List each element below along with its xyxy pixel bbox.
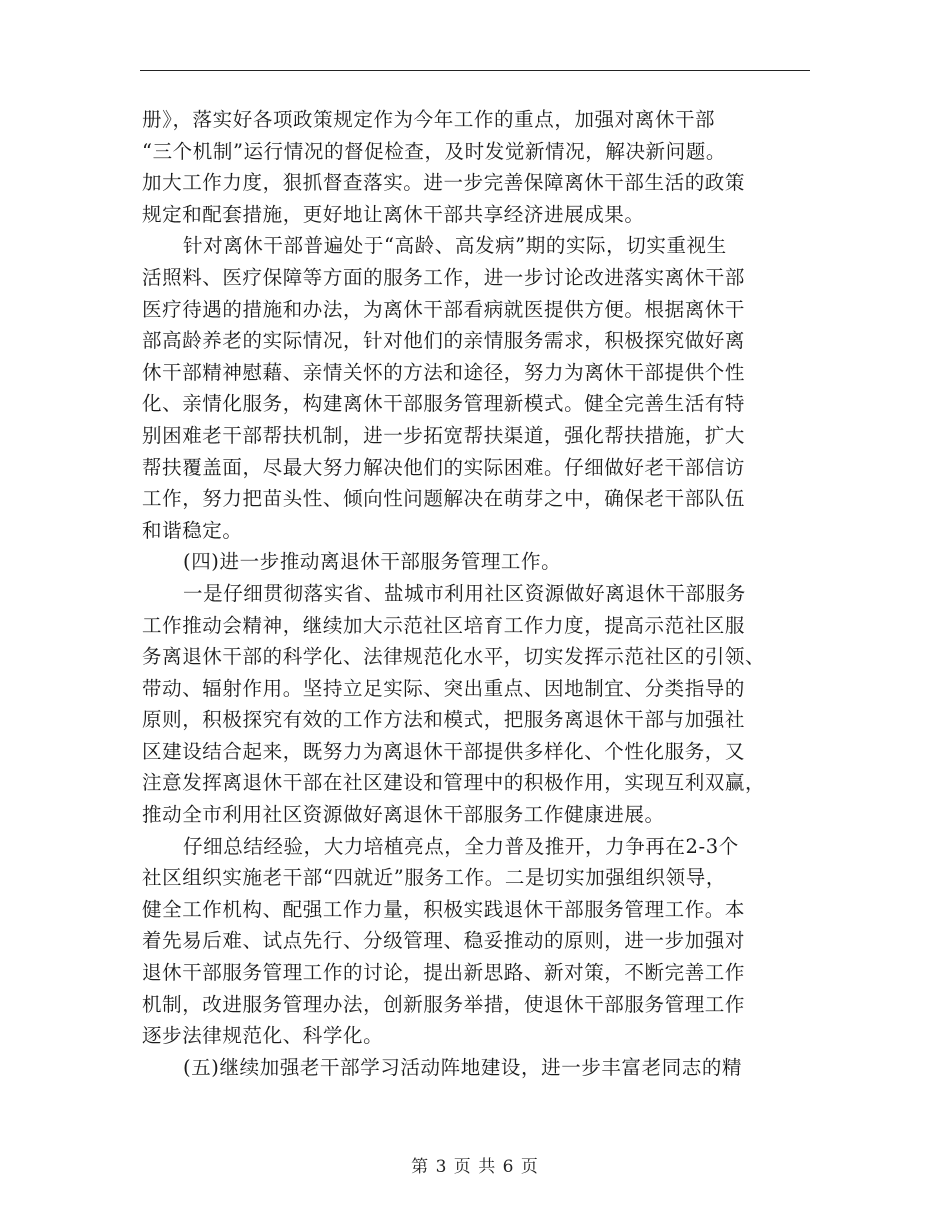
line-text: 针对离休干部普遍处于“高龄、高发病”期的实际，切实重视生	[183, 234, 727, 258]
paragraph	[142, 104, 810, 230]
line-text: 规定和配套措施，更好地让离休干部共享经济进展成果。	[142, 202, 645, 226]
paragraph	[142, 578, 810, 831]
text-line	[142, 104, 810, 136]
line-text: 区建设结合起来，既努力为离退休干部提供多样化、个性化服务，又	[142, 739, 746, 763]
paragraph	[142, 230, 810, 546]
line-text: 工作，努力把苗头性、倾向性问题解决在萌芽之中，确保老干部队伍	[142, 487, 746, 511]
line-text: 逐步法律规范化、科学化。	[142, 1024, 384, 1048]
text-line	[142, 799, 810, 831]
text-line	[142, 578, 810, 610]
line-text: 务离退休干部的科学化、法律规范化水平，切实发挥示范社区的引领、	[142, 645, 766, 669]
line-text: 一是仔细贯彻落实省、盐城市利用社区资源做好离退休干部服务	[183, 581, 746, 605]
paragraph	[142, 831, 810, 1052]
line-text: 着先易后难、试点先行、分级管理、稳妥推动的原则，进一步加强对	[142, 929, 746, 953]
paragraph	[142, 1052, 810, 1084]
text-line	[142, 1052, 810, 1084]
header-rule	[140, 70, 810, 71]
text-line	[142, 641, 810, 673]
text-line	[142, 925, 810, 957]
text-line	[142, 294, 810, 326]
text-line	[142, 862, 810, 894]
line-text: 原则，积极探究有效的工作方法和模式，把服务离退休干部与加强社	[142, 708, 746, 732]
text-line	[142, 515, 810, 547]
line-text: 仔细总结经验，大力培植亮点，全力普及推开，力争再在2-3个	[183, 834, 739, 858]
text-line	[142, 136, 810, 168]
text-line	[142, 894, 810, 926]
text-line	[142, 167, 810, 199]
text-line	[142, 767, 810, 799]
line-text: 推动全市利用社区资源做好离退休干部服务工作健康进展。	[142, 803, 665, 827]
text-line	[142, 452, 810, 484]
line-text: 健全工作机构、配强工作力量，积极实践退休干部服务管理工作。本	[142, 897, 746, 921]
line-text: 注意发挥离退休干部在社区建设和管理中的积极作用，实现互利双赢，	[142, 771, 766, 795]
text-line	[142, 673, 810, 705]
body-text	[142, 104, 810, 1083]
line-text: 退休干部服务管理工作的讨论，提出新思路、新对策，不断完善工作	[142, 961, 746, 985]
text-line	[142, 199, 810, 231]
text-line	[142, 704, 810, 736]
line-text: 和谐稳定。	[142, 518, 243, 542]
line-text: (四)进一步推动离退休干部服务管理工作。	[183, 550, 562, 574]
line-text: 休干部精神慰藉、亲情关怀的方法和途径，努力为离休干部提供个性	[142, 360, 746, 384]
paragraph	[142, 546, 810, 578]
line-text: 别困难老干部帮扶机制，进一步拓宽帮扶渠道，强化帮扶措施，扩大	[142, 423, 746, 447]
text-line	[142, 325, 810, 357]
line-text: 工作推动会精神，继续加大示范社区培育工作力度，提高示范社区服	[142, 613, 746, 637]
line-text: 机制，改进服务管理办法，创新服务举措，使退休干部服务管理工作	[142, 992, 746, 1016]
text-line	[142, 420, 810, 452]
text-line	[142, 483, 810, 515]
line-text: “三个机制”运行情况的督促检查，及时发觉新情况，解决新问题。	[142, 139, 726, 163]
line-text: 社区组织实施老干部“四就近”服务工作。二是切实加强组织领导，	[142, 866, 726, 890]
line-text: 带动、辐射作用。坚持立足实际、突出重点、因地制宜、分类指导的	[142, 676, 746, 700]
line-text: 活照料、医疗保障等方面的服务工作，进一步讨论改进落实离休干部	[142, 265, 746, 289]
line-text: 册》，落实好各项政策规定作为今年工作的重点，加强对离休干部	[142, 108, 716, 131]
text-line	[142, 546, 810, 578]
text-line	[142, 736, 810, 768]
text-line	[142, 262, 810, 294]
text-line	[142, 230, 810, 262]
page-footer: 第 3 页 共 6 页	[411, 1157, 539, 1177]
text-line	[142, 610, 810, 642]
text-line	[142, 388, 810, 420]
text-line	[142, 831, 810, 863]
line-text: 部高龄养老的实际情况，针对他们的亲情服务需求，积极探究做好离	[142, 329, 746, 353]
text-line	[142, 1020, 810, 1052]
line-text: (五)继续加强老干部学习活动阵地建设，进一步丰富老同志的精	[183, 1055, 743, 1079]
text-line	[142, 357, 810, 389]
line-text: 化、亲情化服务，构建离休干部服务管理新模式。健全完善生活有特	[142, 392, 746, 416]
text-line	[142, 989, 810, 1021]
line-text: 加大工作力度，狠抓督查落实。进一步完善保障离休干部生活的政策	[142, 171, 746, 195]
line-text: 帮扶覆盖面，尽最大努力解决他们的实际困难。仔细做好老干部信访	[142, 455, 746, 479]
line-text: 医疗待遇的措施和办法，为离休干部看病就医提供方便。根据离休干	[142, 297, 746, 321]
text-line	[142, 957, 810, 989]
